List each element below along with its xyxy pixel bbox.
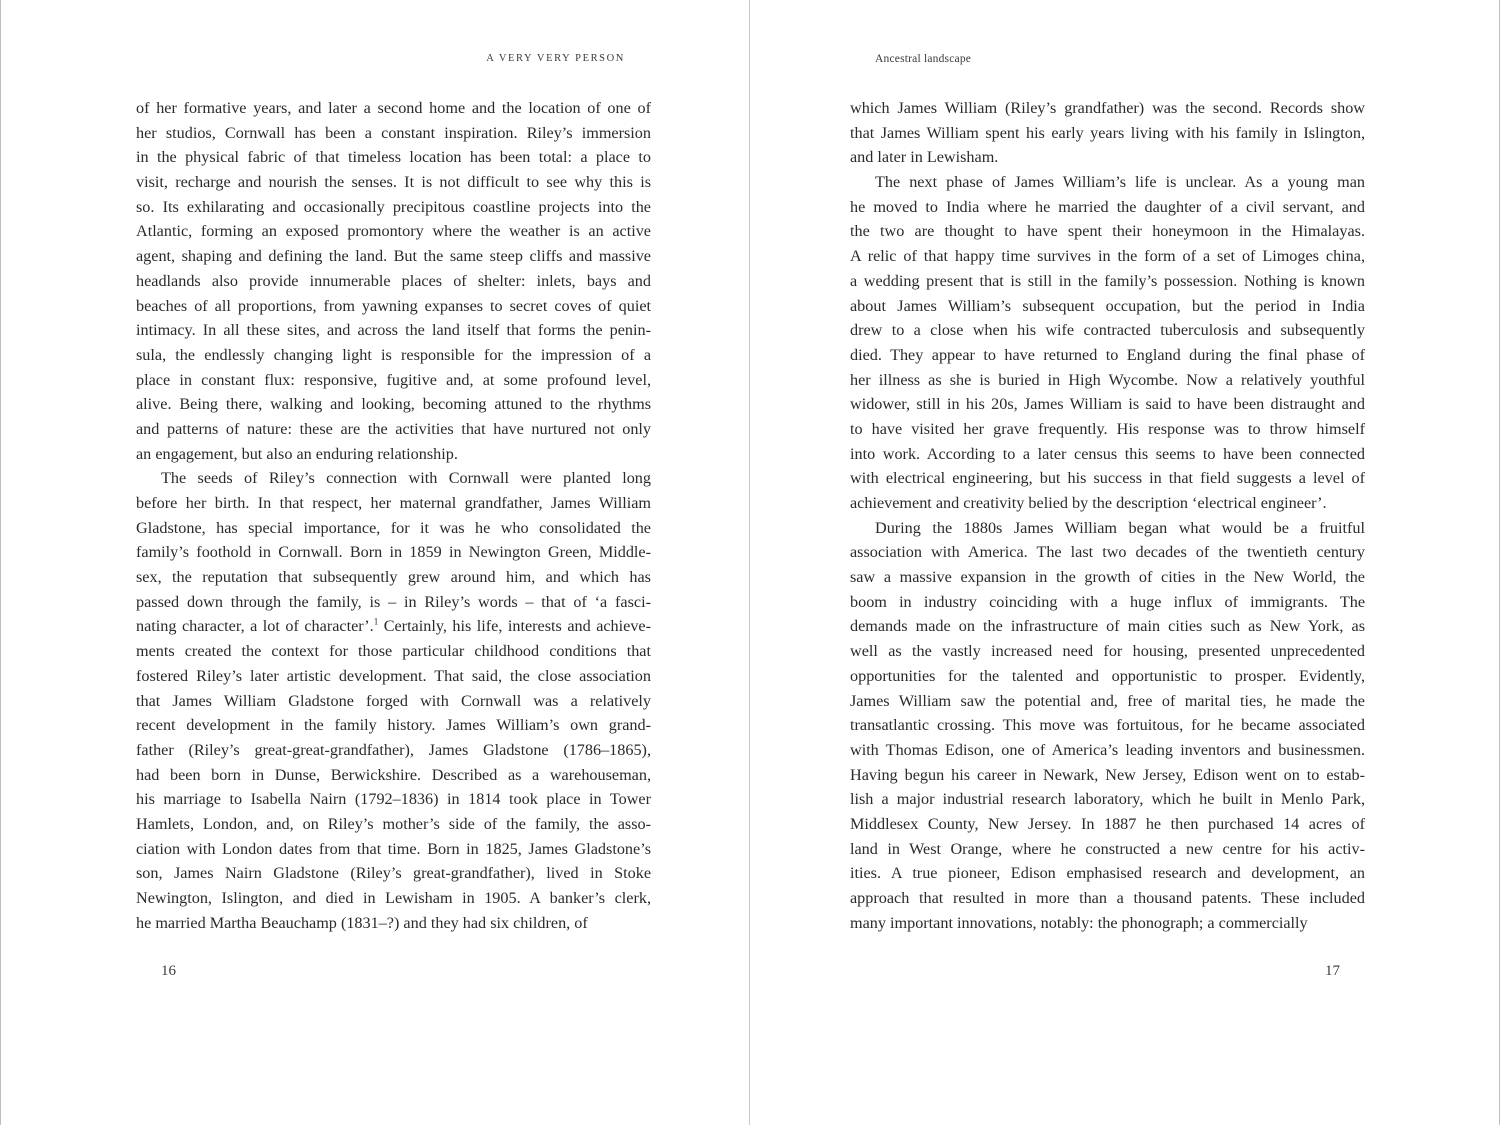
right-page [750, 0, 1500, 1125]
text-line [850, 911, 1365, 936]
text-line [850, 244, 1365, 269]
text-line [850, 713, 1365, 738]
text-line-content: with Thomas Edison, one of America’s leading inventors and businessmen. [850, 740, 1365, 759]
left-page-body-text [136, 96, 651, 935]
text-line [136, 812, 651, 837]
text-line-content: drew to a close when his wife contracted tuberculosis and subsequently [850, 321, 1365, 340]
text-line [136, 911, 651, 936]
text-line [850, 565, 1365, 590]
text-line-content: agent, shaping and defining the land. But the same steep cliffs and massive [136, 247, 651, 266]
text-line [136, 343, 651, 368]
text-line [850, 861, 1365, 886]
text-line-content: Middlesex County, New Jersey. In 1887 he then purchased 14 acres of [850, 814, 1365, 833]
text-line [850, 318, 1365, 343]
text-line [850, 738, 1365, 763]
text-line-content: with electrical engineering, but his success in that field suggests a level of [850, 469, 1365, 488]
text-line [850, 417, 1365, 442]
text-line [136, 565, 651, 590]
text-line-continuation: Certainly, his life, interests and achieve- [378, 617, 651, 636]
text-line [136, 689, 651, 714]
text-line-content: before her birth. In that respect, her maternal grandfather, James William [136, 494, 651, 512]
text-line-content: that James William Gladstone forged with Cornwall was a relatively [136, 691, 651, 710]
text-line-content: lish a major industrial research laboratory, which he built in Menlo Park, [850, 790, 1365, 809]
page-number-right: 17 [1325, 963, 1340, 979]
text-line [850, 170, 1365, 195]
text-line-content: passed down through the family, is – in Riley’s words – that of ‘a fasci- [136, 592, 651, 611]
text-line [136, 763, 651, 788]
text-line-content: achievement and creativity belied by the description ‘electrical engineer’. [850, 494, 1327, 512]
text-line-content: family’s foothold in Cornwall. Born in 1859 in Newington Green, Middle- [136, 543, 651, 562]
text-line-content: boom in industry coinciding with a huge influx of immigrants. The [850, 592, 1365, 611]
text-line [850, 294, 1365, 319]
text-line-content: father (Riley’s great-great-grandfather), James Gladstone (1786–1865), [136, 740, 651, 759]
text-line [850, 886, 1365, 911]
text-line [136, 96, 651, 121]
text-line [850, 219, 1365, 244]
text-line [136, 269, 651, 294]
text-line-content: approach that resulted in more than a thousand patents. These included [850, 889, 1365, 907]
text-line-content: intimacy. In all these sites, and across the land itself that forms the penin- [136, 321, 651, 340]
text-line-content: Atlantic, forming an exposed promontory where the weather is an active [136, 222, 651, 241]
text-line-content: place in constant flux: responsive, fugitive and, at some profound level, [136, 370, 651, 389]
text-line [136, 466, 651, 491]
text-line [136, 145, 651, 170]
text-line-content: Gladstone, has special importance, for it was he who consolidated the [136, 518, 651, 537]
text-line-content: sex, the reputation that subsequently grew around him, and which has [136, 568, 651, 587]
text-line [850, 614, 1365, 639]
text-line-content: demands made on the infrastructure of main cities such as New York, as [850, 617, 1365, 636]
text-line-content: his marriage to Isabella Nairn (1792–1836) in 1814 took place in Tower [136, 790, 651, 809]
text-line-content: land in West Orange, where he constructed a new centre for his activ- [850, 839, 1365, 858]
text-line-content: saw a massive expansion in the growth of cities in the New World, the [850, 568, 1365, 587]
running-head-left: A VERY VERY PERSON [486, 53, 625, 64]
text-line [850, 491, 1365, 516]
text-line-content: A relic of that happy time survives in the form of a set of Limoges china, [850, 247, 1365, 266]
text-line [850, 689, 1365, 714]
text-line-content: so. Its exhilarating and occasionally precipitous coastline projects into the [136, 197, 651, 216]
text-line-content: to have visited her grave frequently. His response was to throw himself [850, 419, 1365, 438]
text-line-content: her studios, Cornwall has been a constant inspiration. Riley’s immersion [136, 123, 651, 142]
text-line-content: beaches of all proportions, from yawning expanses to secret coves of quiet [136, 296, 651, 315]
text-line [136, 590, 651, 615]
text-line-content: and later in Lewisham. [850, 148, 999, 167]
text-line-content: he moved to India where he married the daughter of a civil servant, and [850, 197, 1365, 216]
text-line-content: into work. According to a later census this seems to have been connected [850, 444, 1365, 463]
text-line-content: headlands also provide innumerable places of shelter: inlets, bays and [136, 271, 651, 290]
text-line-content: ments created the context for those particular childhood conditions that [136, 642, 651, 661]
text-line [136, 195, 651, 220]
text-line [136, 219, 651, 244]
text-line [136, 368, 651, 393]
text-line [850, 121, 1365, 146]
text-line-content: ities. A true pioneer, Edison emphasised research and development, an [850, 864, 1365, 883]
text-line-content: an engagement, but also an enduring relationship. [136, 444, 458, 463]
text-line-content: of her formative years, and later a second home and the location of one of [136, 99, 651, 117]
text-line-content: fostered Riley’s later artistic development. That said, the close association [136, 666, 651, 685]
text-line [136, 121, 651, 146]
text-line-content: which James William (Riley’s grandfather) was the second. Records show [850, 99, 1365, 117]
text-line [850, 442, 1365, 467]
text-line-content: he married Martha Beauchamp (1831–?) and they had six children, of [136, 913, 588, 932]
text-line [136, 614, 651, 639]
text-line-content: son, James Nairn Gladstone (Riley’s great-grandfather), lived in Stoke [136, 864, 651, 883]
text-line-content: and patterns of nature: these are the activities that have nurtured not only [136, 419, 651, 438]
text-line [136, 318, 651, 343]
text-line-content: The next phase of James William’s life is unclear. As a young man [875, 173, 1365, 192]
text-line [136, 244, 651, 269]
text-line-content: recent development in the family history. James William’s own grand- [136, 716, 651, 735]
text-line-content: During the 1880s James William began what would be a fruitful [875, 518, 1365, 537]
text-line [850, 540, 1365, 565]
text-line [850, 787, 1365, 812]
text-line-content: widower, still in his 20s, James William is said to have been distraught and [850, 395, 1365, 414]
text-line-content: The seeds of Riley’s connection with Cornwall were planted long [161, 469, 651, 488]
text-line [850, 269, 1365, 294]
text-line-content: her illness as she is buried in High Wycombe. Now a relatively youthful [850, 370, 1365, 389]
footnote-marker: 1 [373, 617, 379, 628]
text-line-content: well as the vastly increased need for housing, presented unprecedented [850, 642, 1365, 661]
text-line [136, 491, 651, 516]
text-line-content: nating character, a lot of character’. [136, 617, 374, 636]
text-line-content: many important innovations, notably: the phonograph; a commercially [850, 913, 1308, 932]
text-line-content: Hamlets, London, and, on Riley’s mother’s side of the family, the asso- [136, 814, 651, 833]
text-line [850, 664, 1365, 689]
text-line [136, 516, 651, 541]
text-line [136, 540, 651, 565]
text-line-content: visit, recharge and nourish the senses. It is not difficult to see why this is [136, 173, 651, 192]
text-line [850, 392, 1365, 417]
text-line-content: association with America. The last two decades of the twentieth century [850, 543, 1365, 562]
text-line [136, 664, 651, 689]
text-line [136, 170, 651, 195]
text-line-content: in the physical fabric of that timeless location has been total: a place to [136, 148, 651, 167]
text-line [136, 787, 651, 812]
text-line [850, 145, 1365, 170]
right-page-body-text [850, 96, 1365, 935]
text-line-content: sula, the endlessly changing light is responsible for the impression of a [136, 345, 651, 364]
text-line-content: James William saw the potential and, free of marital ties, he made the [850, 691, 1365, 710]
text-line-content: opportunities for the talented and opportunistic to prosper. Evidently, [850, 666, 1365, 685]
text-line-content: a wedding present that is still in the family’s possession. Nothing is known [850, 271, 1365, 290]
text-line-content: Having begun his career in Newark, New Jersey, Edison went on to estab- [850, 765, 1365, 784]
text-line [136, 294, 651, 319]
text-line [850, 639, 1365, 664]
text-line [136, 639, 651, 664]
text-line [850, 368, 1365, 393]
text-line [850, 96, 1365, 121]
text-line [850, 837, 1365, 862]
text-line [850, 812, 1365, 837]
text-line [850, 516, 1365, 541]
text-line [136, 442, 651, 467]
text-line [136, 713, 651, 738]
text-line-content: alive. Being there, walking and looking, becoming attuned to the rhythms [136, 395, 651, 414]
text-line-content: about James William’s subsequent occupation, but the period in India [850, 296, 1365, 315]
text-line-content: that James William spent his early years living with his family in Islington, [850, 123, 1365, 142]
text-line [136, 886, 651, 911]
text-line [136, 417, 651, 442]
text-line [136, 861, 651, 886]
page-number-left: 16 [161, 963, 176, 979]
text-line-content: ciation with London dates from that time. Born in 1825, James Gladstone’s [136, 839, 651, 858]
text-line-content: transatlantic crossing. This move was fortuitous, for he became associated [850, 716, 1365, 735]
text-line-content: had been born in Dunse, Berwickshire. Described as a warehouseman, [136, 765, 651, 784]
text-line [850, 195, 1365, 220]
text-line-content: Newington, Islington, and died in Lewisham in 1905. A banker’s clerk, [136, 889, 651, 907]
text-line [850, 343, 1365, 368]
text-line [136, 392, 651, 417]
text-line [850, 590, 1365, 615]
text-line [850, 763, 1365, 788]
text-line [850, 466, 1365, 491]
text-line [136, 738, 651, 763]
text-line-content: the two are thought to have spent their honeymoon in the Himalayas. [850, 222, 1365, 241]
text-line-content: died. They appear to have returned to England during the final phase of [850, 345, 1365, 364]
running-head-right: Ancestral landscape [875, 53, 972, 65]
text-line [136, 837, 651, 862]
